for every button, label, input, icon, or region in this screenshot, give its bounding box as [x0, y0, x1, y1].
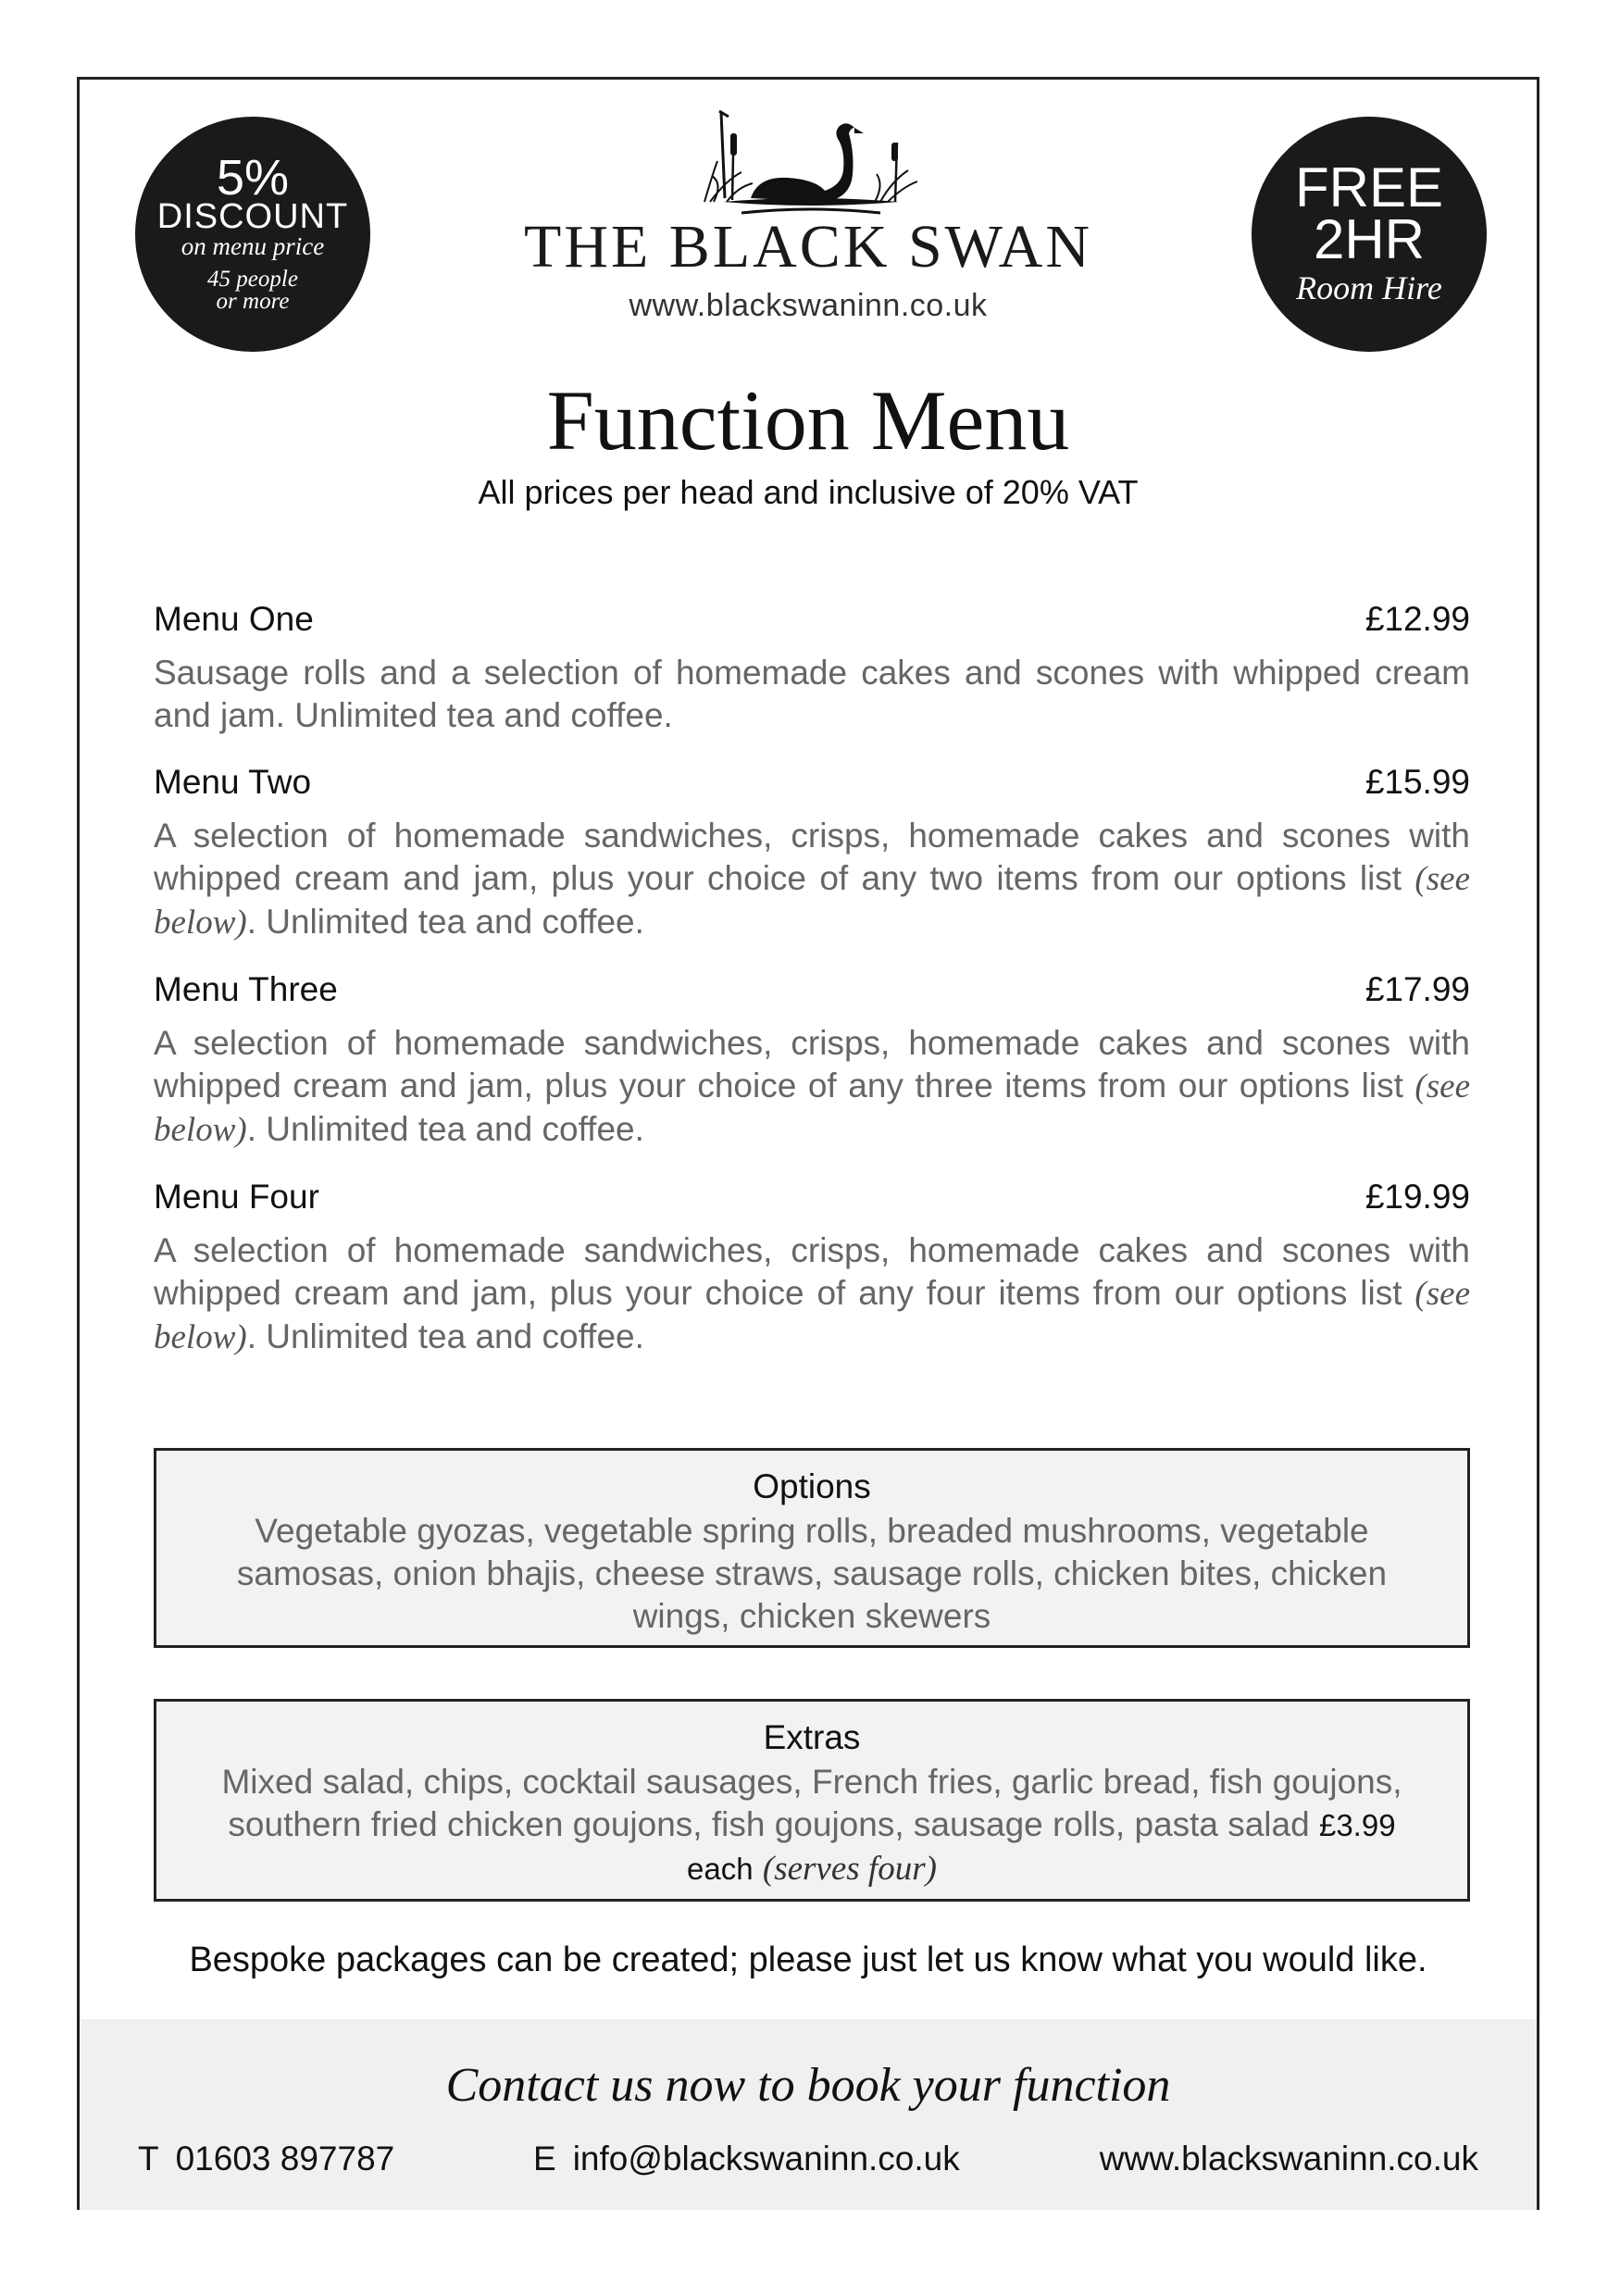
options-title: Options	[753, 1467, 871, 1505]
menu-description-end: . Unlimited tea and coffee.	[246, 903, 644, 941]
menu-description-text: A selection of homemade sandwiches, crisps, homemade cakes and scones with whipped cream and jam, plus your choice of any two items from our options list	[154, 817, 1470, 897]
page-frame	[77, 77, 1539, 2210]
free-label: FREE	[1294, 156, 1444, 218]
menu-price: £15.99	[1365, 763, 1470, 801]
discount-label: DISCOUNT	[156, 197, 349, 236]
menu-description-text: A selection of homemade sandwiches, crisps, homemade cakes and scones with whipped cream and jam, plus your choice of any four items from our options list	[154, 1231, 1470, 1312]
phone-number[interactable]: 01603 897787	[175, 2140, 395, 2177]
menu-price: £12.99	[1365, 600, 1470, 638]
menu-note: (see below)	[154, 860, 1470, 942]
menu-name: Menu One	[154, 600, 314, 638]
email-label: E	[533, 2140, 556, 2177]
extras-serves: (serves four)	[762, 1850, 937, 1888]
options-box	[154, 1448, 1470, 1648]
menu-item	[154, 596, 1470, 737]
menu-name: Menu Three	[154, 970, 338, 1008]
contact-footer	[80, 2019, 1537, 2210]
extras-box	[154, 1699, 1470, 1902]
menu-description	[154, 1022, 1470, 1152]
menu-description	[154, 815, 1470, 944]
extras-text	[193, 1761, 1430, 1890]
menu-note: (see below)	[154, 1067, 1470, 1149]
menu-list	[154, 596, 1470, 1381]
extras-title: Extras	[763, 1718, 861, 1756]
page-title: Function Menu	[546, 373, 1070, 468]
menu-description-text: Sausage rolls and a selection of homemade cakes and scones with whipped cream and jam. Unlimited tea and coffee.	[154, 654, 1470, 734]
room-hire-label: Room Hire	[1296, 269, 1442, 306]
menu-description-end: . Unlimited tea and coffee.	[246, 1110, 644, 1148]
menu-name: Menu Four	[154, 1178, 319, 1216]
page-subtitle: All prices per head and inclusive of 20% VAT	[478, 473, 1139, 511]
menu-item	[154, 1174, 1470, 1359]
discount-note: on menu price	[181, 232, 325, 260]
menu-description	[154, 1229, 1470, 1359]
footer-website-link[interactable]: www.blackswaninn.co.uk	[1099, 2140, 1478, 2177]
phone-label: T	[138, 2140, 159, 2177]
menu-description-text: A selection of homemade sandwiches, crisps, homemade cakes and scones with whipped cream and jam, plus your choice of any three items from our options list	[154, 1024, 1470, 1104]
header-website: www.blackswaninn.co.uk	[629, 288, 988, 323]
bespoke-note: Bespoke packages can be created; please just let us know what you would like.	[189, 1940, 1427, 1979]
brand-name: THE BLACK SWAN	[524, 213, 1092, 281]
menu-item	[154, 759, 1470, 944]
menu-price: £19.99	[1365, 1178, 1470, 1216]
menu-note: (see below)	[154, 1275, 1470, 1356]
extras-price: £3.99 each	[687, 1808, 1396, 1886]
room-hire-badge	[1252, 117, 1487, 352]
menu-item	[154, 967, 1470, 1152]
options-text: Vegetable gyozas, vegetable spring rolls, breaded mushrooms, vegetable samosas, onion bhajis, cheese straws, sausage rolls, chicken bites, chicken wings, chicken skewers	[236, 1512, 1388, 1635]
extras-list: Mixed salad, chips, cocktail sausages, French fries, garlic bread, fish goujons, southern fried chicken goujons, fish goujons, sausage rolls, pasta salad	[221, 1763, 1402, 1843]
discount-condition-2: or more	[216, 289, 290, 314]
discount-percent: 5%	[216, 150, 290, 206]
contact-email	[533, 2140, 960, 2178]
swan-logo-icon	[686, 106, 936, 226]
email-link[interactable]: info@blackswaninn.co.uk	[572, 2140, 960, 2177]
discount-condition-1: 45 people	[207, 267, 298, 292]
menu-description	[154, 652, 1470, 737]
menu-description-end: . Unlimited tea and coffee.	[246, 1317, 644, 1355]
menu-name: Menu Two	[154, 763, 312, 801]
contact-phone	[138, 2140, 394, 2178]
hours-label: 2HR	[1313, 208, 1426, 270]
menu-price: £17.99	[1365, 970, 1470, 1008]
contact-heading: Contact us now to book your function	[445, 2059, 1171, 2112]
